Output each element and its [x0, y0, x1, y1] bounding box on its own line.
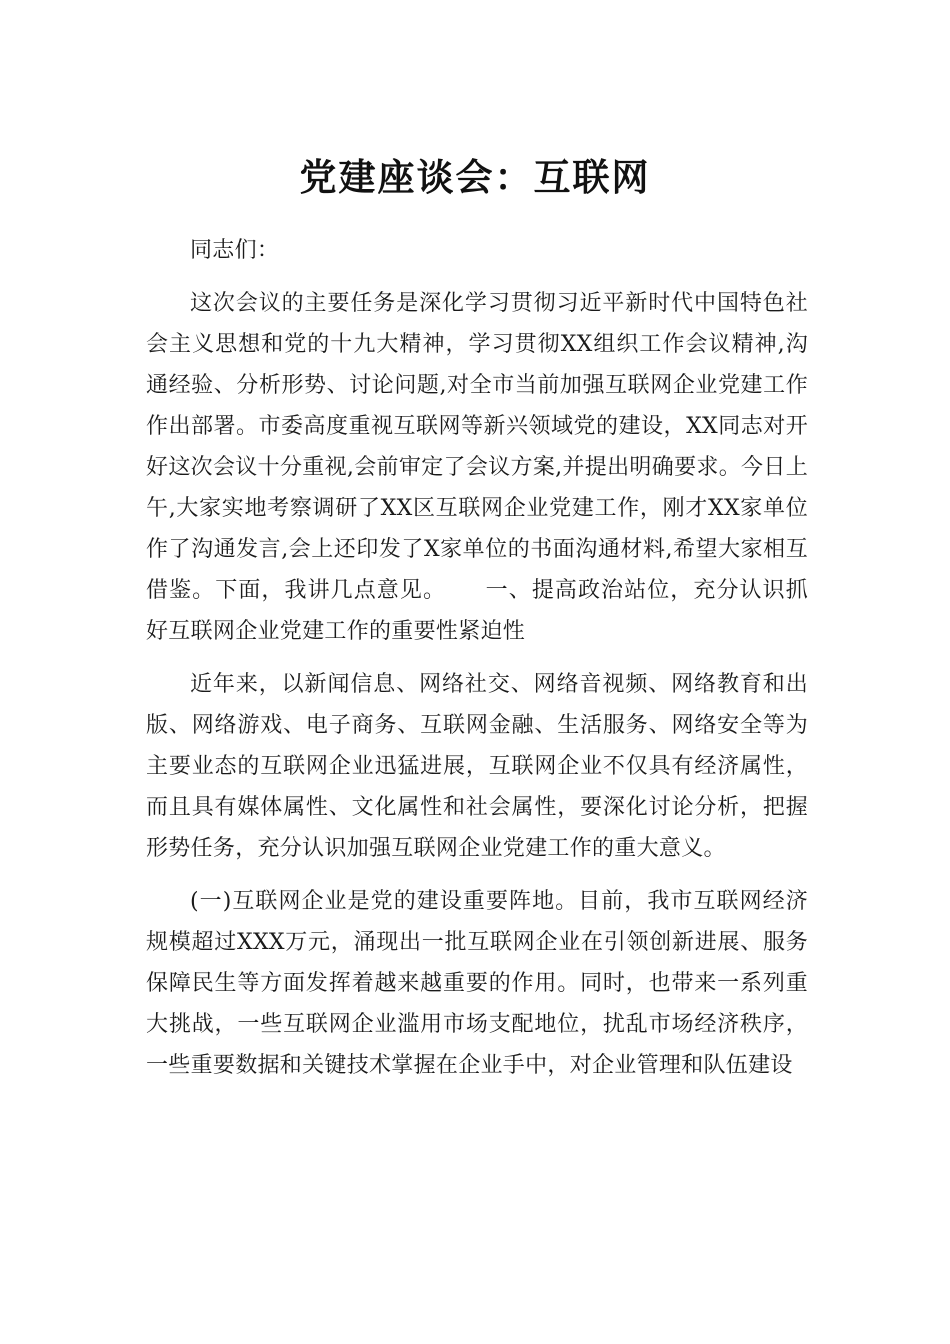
document-title: 党建座谈会：互联网 [299, 155, 651, 199]
salutation: 同志们： [190, 238, 280, 263]
document-body [146, 230, 808, 1086]
paragraph-3: (一)互联网企业是党的建设重要阵地。目前，我市互联网经济规模超过XXX万元，涌现出一批互联网企业在引领创新进展、服务保障民生等方面发挥着越来越重要的作用。同时，也带来一系列重大挑战，一些互联网企业滥用市场支配地位，扰乱市场经济秩序，一些重要数据和关键技术掌握在企业手中，对企业管理和队伍建设 [146, 889, 808, 1078]
section-heading-1: 一、提高政治站位，充分认识抓好互联网企业党建工作的重要性紧迫性 [146, 578, 809, 644]
paragraph-1-text: 这次会议的主要任务是深化学习贯彻习近平新时代中国特色社会主义思想和党的十九大精神，学习贯彻XX组织工作会议精神,沟通经验、分析形势、讨论问题,对全市当前加强互联网企业党建工作作出部署。市委高度重视互联网等新兴领域党的建设，XX同志对开好这次会议十分重视,会前审定了会议方案,并提出明确要求。今日上午,大家实地考察调研了XX区互联网企业党建工作，刚才XX家单位作了沟通发言,会上还印发了X家单位的书面沟通材料,希望大家相互借鉴。下面，我讲几点意见。 [146, 291, 808, 603]
paragraph-1 [146, 283, 808, 652]
paragraph-2: 近年来，以新闻信息、网络社交、网络音视频、网络教育和出版、网络游戏、电子商务、互联网金融、生活服务、网络安全等为主要业态的互联网企业迅猛进展，互联网企业不仅具有经济属性，而且具有媒体属性、文化属性和社会属性，要深化讨论分析，把握形势任务，充分认识加强互联网企业党建工作的重大意义。 [146, 672, 808, 861]
